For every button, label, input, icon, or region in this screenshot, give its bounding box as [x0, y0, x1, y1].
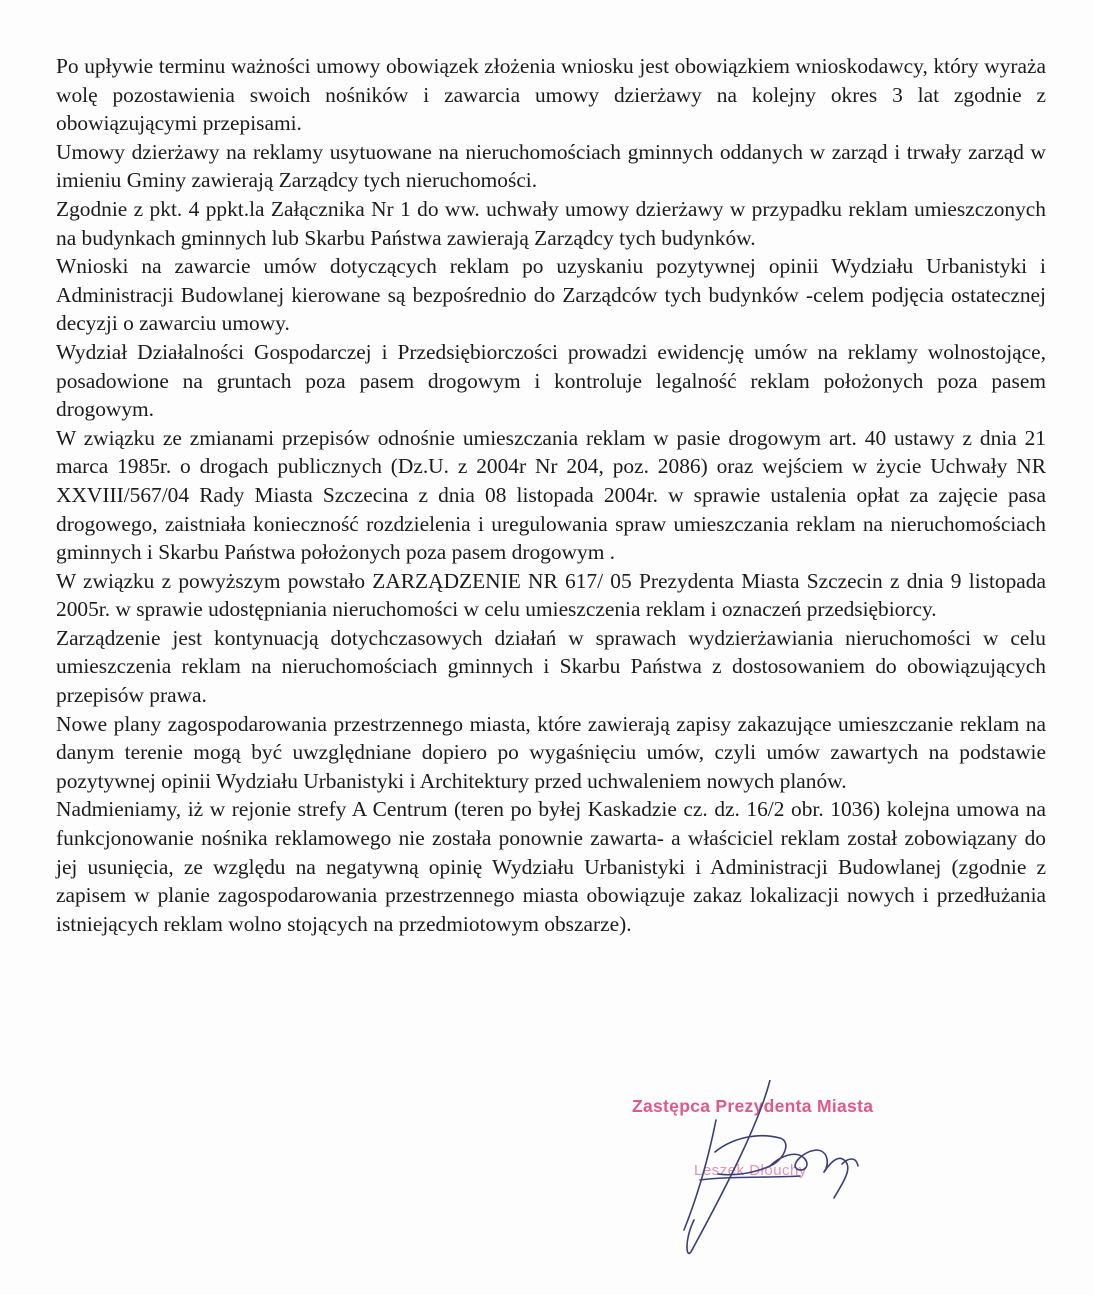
paragraph-5: Wydział Działalności Gospodarczej i Przedsiębiorczości prowadzi ewidencję umów na reklamy wolnostojące, posadowione na gruntach poza pasem drogowym i kontroluje legalność reklam położonych poza pasem drogowym. [56, 339, 1046, 422]
document-body [56, 52, 1046, 938]
paragraph-3: Zgodnie z pkt. 4 ppkt.la Załącznika Nr 1 do ww. uchwały umowy dzierżawy w przypadku reklam umieszczonych na budynkach gminnych lub Skarbu Państwa zawierają Zarządcy tych budynków. [56, 196, 1046, 250]
stamp-title: Zastępca Prezydenta Miasta [632, 1096, 874, 1116]
signature-stamp-area [620, 1080, 950, 1270]
handwritten-signature-icon [620, 1080, 950, 1270]
paragraph-6: W związku ze zmianami przepisów odnośnie umieszczania reklam w pasie drogowym art. 40 ustawy z dnia 21 marca 1985r. o drogach publicznych (Dz.U. z 2004r Nr 204, poz. 2086) oraz wejściem w życie Uchwały NR XXVIII/567/04 Rady Miasta Szczecina z dnia 08 listopada 2004r. w sprawie ustalenia opłat za zajęcie pasa drogowego, zaistniała konieczność rozdzielenia i uregulowania spraw umieszczania reklam na nieruchomościach gminnych i Skarbu Państwa położonych poza pasem drogowym . [56, 425, 1046, 565]
paragraph-1: Po upływie terminu ważności umowy obowiązek złożenia wniosku jest obowiązkiem wnioskodawcy, który wyraża wolę pozostawienia swoich nośników i zawarcia umowy dzierżawy na kolejny okres 3 lat zgodnie z obowiązującymi przepisami. [56, 54, 1046, 136]
paragraph-4: Wnioski na zawarcie umów dotyczących reklam po uzyskaniu pozytywnej opinii Wydziału Urbanistyki i Administracji Budowlanej kierowane są bezpośrednio do Zarządców tych budynków -celem podjęcia ostatecznej decyzji o zawarciu umowy. [56, 254, 1046, 336]
paragraph-10: Nadmieniamy, iż w rejonie strefy A Centrum (teren po byłej Kaskadzie cz. dz. 16/2 obr. 1036) kolejna umowa na funkcjonowanie nośnika reklamowego nie została ponownie zawarta- a właściciel reklam został zobowiązany do jej usunięcia, ze względu na negatywną opinię Wydziału Urbanistyki i Administracji Budowlanej (zgodnie z zapisem w planie zagospodarowania przestrzennego miasta obowiązuje zakaz lokalizacji nowych i przedłużania istniejących reklam wolno stojących na przedmiotowym obszarze). [56, 797, 1046, 936]
paragraph-7: W związku z powyższym powstało ZARZĄDZENIE NR 617/ 05 Prezydenta Miasta Szczecin z dnia 9 listopada 2005r. w sprawie udostępniania nieruchomości w celu umieszczenia reklam i oznaczeń przedsiębiorcy. [56, 568, 1046, 622]
paragraph-8: Zarządzenie jest kontynuacją dotychczasowych działań w sprawach wydzierżawiania nieruchomości w celu umieszczenia reklam na nieruchomościach gminnych i Skarbu Państwa z dostosowaniem do obowiązujących przepisów prawa. [56, 625, 1046, 708]
paragraph-2: Umowy dzierżawy na reklamy usytuowane na nieruchomościach gminnych oddanych w zarząd i trwały zarząd w imieniu Gminy zawierają Zarządcy tych nieruchomości. [56, 139, 1046, 193]
paragraph-9: Nowe plany zagospodarowania przestrzennego miasta, które zawierają zapisy zakazujące umieszczanie reklam na danym terenie mogą być uwzględniane dopiero po wygaśnięciu umów, czyli umów zawartych na podstawie pozytywnej opinii Wydziału Urbanistyki i Architektury przed uchwaleniem nowych planów. [56, 711, 1046, 793]
stamp-name: Leszek Dłouchy [694, 1162, 807, 1179]
